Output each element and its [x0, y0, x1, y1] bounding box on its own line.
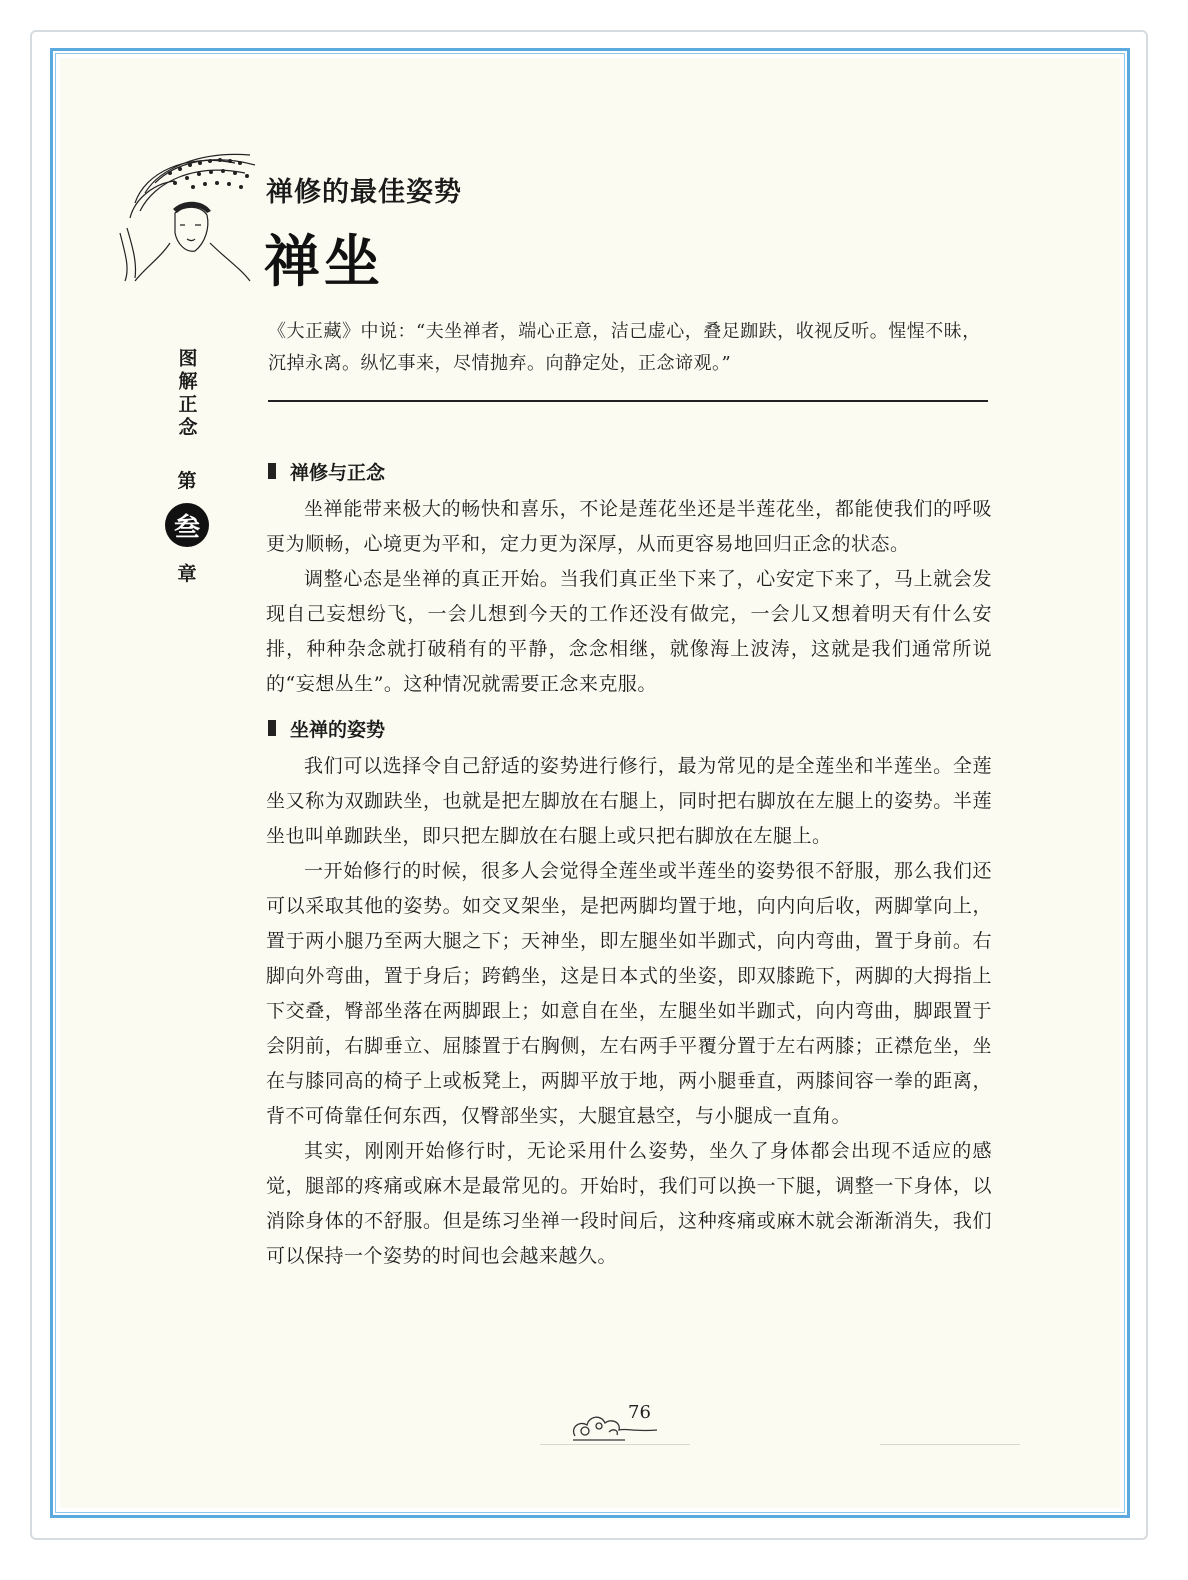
- opening-quote: 《大正藏》中说：“夫坐禅者，端心正意，洁己虚心，叠足跏趺，收视反听。惺惺不昧，沉掉永离。纵忆事来，尽情抛弃。向静定处，正念谛观。”: [268, 321, 981, 374]
- section-subtitle: 禅修的最佳姿势: [266, 177, 462, 208]
- paragraph: 坐禅能带来极大的畅快和喜乐，不论是莲花坐还是半莲花坐，都能使我们的呼吸更为顺畅，心境更为平和，定力更为深厚，从而更容易地回归正念的状态。: [266, 498, 992, 555]
- paragraph: 其实，刚刚开始修行时，无论采用什么姿势，坐久了身体都会出现不适应的感觉，腿部的疼痛或麻木是最常见的。开始时，我们可以换一下腿，调整一下身体，以消除身体的不舒服。但是练习坐禅一段时间后，这种疼痛或麻木就会渐渐消失，我们可以保持一个姿势的时间也会越来越久。: [266, 1140, 992, 1267]
- section-heading-text: 禅修与正念: [290, 461, 386, 484]
- section-meditation-and-mindfulness: [266, 456, 992, 702]
- chapter-sidebar: [172, 348, 202, 586]
- section-sitting-postures: [266, 713, 992, 1274]
- divider-line: [268, 400, 988, 402]
- monk-portrait-illustration: [115, 143, 260, 283]
- section-heading: [266, 456, 992, 486]
- chapter-number-badge: 叁: [165, 503, 209, 547]
- book-page: [60, 58, 1120, 1508]
- footer-rule: [880, 1444, 1020, 1445]
- footer-rule: [540, 1444, 690, 1445]
- paragraph: 一开始修行的时候，很多人会觉得全莲坐或半莲坐的姿势很不舒服，那么我们还可以采取其他的姿势。如交叉架坐，是把两脚均置于地，向内向后收，两脚掌向上，置于两小腿乃至两大腿之下；天神坐，即左腿坐如半跏式，向内弯曲，置于身前。右脚向外弯曲，置于身后；跨鹤坐，这是日本式的坐姿，即双膝跪下，两脚的大拇指上下交叠，臀部坐落在两脚跟上；如意自在坐，左腿坐如半跏式，向内弯曲，脚跟置于会阴前，右脚垂立、屈膝置于右胸侧，左右两手平覆分置于左右两膝；正襟危坐，坐在与膝同高的椅子上或板凳上，两脚平放于地，两小腿垂直，两膝间容一拳的距离，背不可倚靠任何东西，仅臀部坐实，大腿宜悬空，与小腿成一直角。: [266, 860, 992, 1127]
- book-title-vertical: 图解正念: [175, 348, 198, 440]
- chapter-suffix: 章: [177, 563, 197, 585]
- section-heading-text: 坐禅的姿势: [290, 718, 386, 741]
- section-heading: [266, 713, 992, 743]
- heading-marker-icon: [268, 720, 276, 736]
- paragraph: 调整心态是坐禅的真正开始。当我们真正坐下来了，心安定下来了，马上就会发现自己妄想纷飞，一会儿想到今天的工作还没有做完，一会儿又想着明天有什么安排，种种杂念就打破稍有的平静，念念相继，就像海上波涛，这就是我们通常所说的“妄想丛生”。这种情况就需要正念来克服。: [266, 568, 992, 695]
- page-number: 76: [628, 1402, 651, 1423]
- paragraph: 我们可以选择令自己舒适的姿势进行修行，最为常见的是全莲坐和半莲坐。全莲坐又称为双跏趺坐，也就是把左脚放在右腿上，同时把右脚放在左腿上的姿势。半莲坐也叫单跏趺坐，即只把左脚放在右腿上或只把右脚放在左腿上。: [266, 755, 992, 847]
- chapter-prefix: 第: [177, 470, 197, 492]
- heading-marker-icon: [268, 463, 276, 479]
- page-title: 禅坐: [264, 229, 384, 295]
